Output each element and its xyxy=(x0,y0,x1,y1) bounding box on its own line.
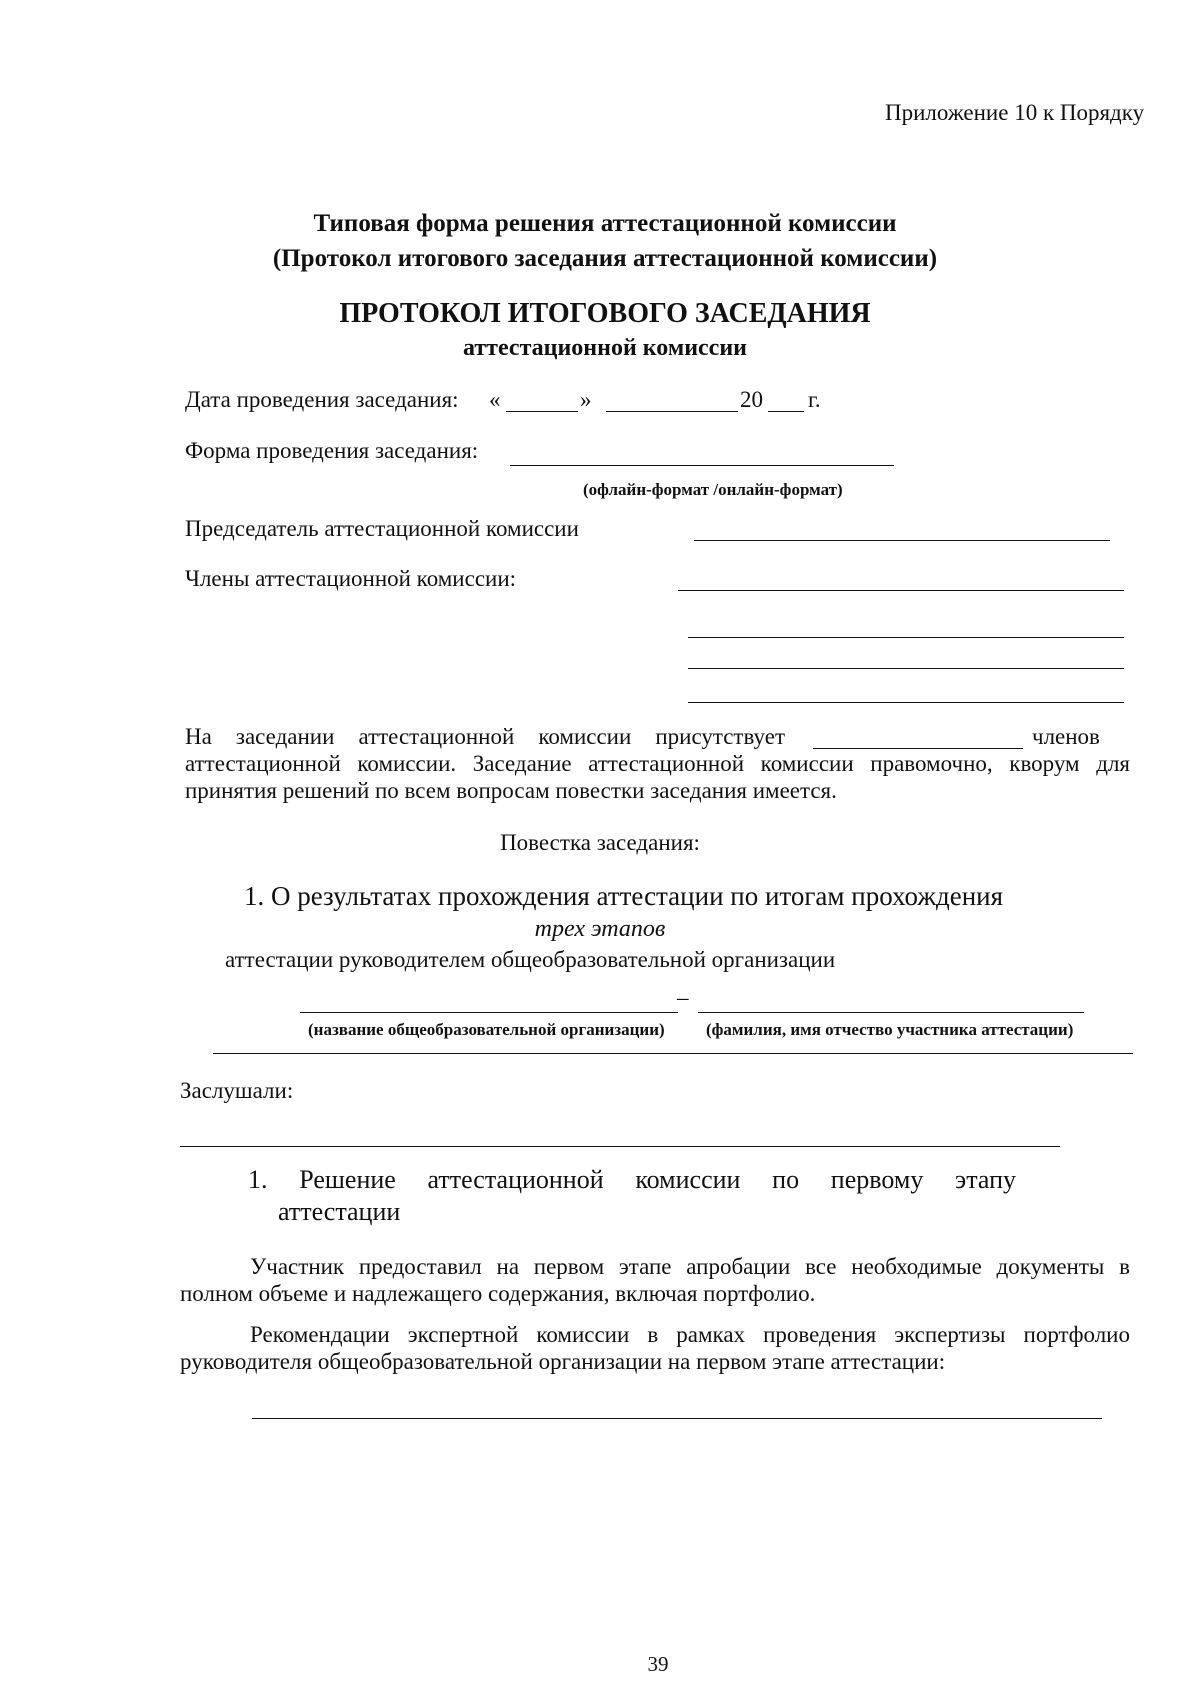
heard-blank[interactable] xyxy=(180,1146,1060,1147)
decision-para2-line2: руководителя общеобразовательной организации на первом этапе аттестации: xyxy=(180,1349,946,1374)
agenda-item1-line1: 1. О результатах прохождения аттестации по итогам прохождения xyxy=(244,881,1004,911)
date-year-prefix: 20 xyxy=(740,387,763,412)
protocol-subheading: аттестационной комиссии xyxy=(463,335,747,361)
decision-para1-line1: Участник предоставил на первом этапе апробации все необходимые документы в xyxy=(250,1254,1130,1279)
decision-para1-line2: полном объеме и надлежащего содержания, включая портфолио. xyxy=(180,1281,816,1306)
quorum-line2: аттестационной комиссии. Заседание аттестационной комиссии правомочно, кворум для xyxy=(185,751,1130,776)
chairman-label: Председатель аттестационной комиссии xyxy=(185,516,579,541)
members-label: Члены аттестационной комиссии: xyxy=(185,566,517,591)
page-number: 39 xyxy=(647,1652,669,1676)
agenda-bottom-line xyxy=(213,1053,1133,1054)
decision-item-line2: аттестации xyxy=(278,1197,401,1226)
quorum-count-blank[interactable] xyxy=(813,748,1023,749)
quorum-line1-start: На заседании аттестационной комиссии присутствует xyxy=(185,724,785,749)
participant-name-blank[interactable] xyxy=(698,1012,1084,1013)
form-title-line1: Типовая форма решения аттестационной комиссии xyxy=(313,210,897,237)
agenda-item1-line2: трех этапов xyxy=(534,916,666,942)
protocol-heading: ПРОТОКОЛ ИТОГОВОГО ЗАСЕДАНИЯ xyxy=(339,298,871,329)
agenda-item1-line3: аттестации руководителем общеобразовательной организации xyxy=(225,947,836,972)
date-day-blank[interactable] xyxy=(506,411,578,412)
participant-name-caption: (фамилия, имя отчество участника аттестации) xyxy=(706,1020,1074,1039)
heard-label: Заслушали: xyxy=(180,1078,294,1103)
decision-item-line1: 1. Решение аттестационной комиссии по первому этапу xyxy=(248,1165,1016,1194)
recommendations-blank[interactable] xyxy=(252,1418,1102,1419)
org-name-blank[interactable] xyxy=(300,1012,678,1013)
member-blank-3[interactable] xyxy=(688,668,1124,669)
appendix-label: Приложение 10 к Порядку xyxy=(885,100,1145,125)
quorum-line3: принятия решений по всем вопросам повестки заседания имеется. xyxy=(185,778,837,803)
form-hint: (офлайн-формат /онлайн-формат) xyxy=(583,480,843,499)
chairman-blank[interactable] xyxy=(694,540,1110,541)
member-blank-1[interactable] xyxy=(678,590,1124,591)
date-close-quote: » xyxy=(580,387,592,412)
date-year-blank[interactable] xyxy=(768,411,804,412)
date-month-blank[interactable] xyxy=(606,411,738,412)
form-title-line2: (Протокол итогового заседания аттестационной комиссии) xyxy=(272,245,938,272)
org-name-caption: (название общеобразовательной организации) xyxy=(308,1020,665,1039)
form-label: Форма проведения заседания: xyxy=(185,438,479,463)
date-year-suffix: г. xyxy=(808,387,821,412)
agenda-label: Повестка заседания: xyxy=(500,830,700,855)
agenda-dash: – xyxy=(677,985,689,1010)
date-open-quote: « xyxy=(489,387,501,412)
form-blank[interactable] xyxy=(510,465,894,466)
decision-para2-line1: Рекомендации экспертной комиссии в рамках проведения экспертизы портфолио xyxy=(250,1322,1130,1347)
member-blank-4[interactable] xyxy=(688,702,1124,703)
date-label: Дата проведения заседания: xyxy=(185,387,459,412)
quorum-line1-end: членов xyxy=(1032,724,1100,749)
member-blank-2[interactable] xyxy=(688,637,1124,638)
